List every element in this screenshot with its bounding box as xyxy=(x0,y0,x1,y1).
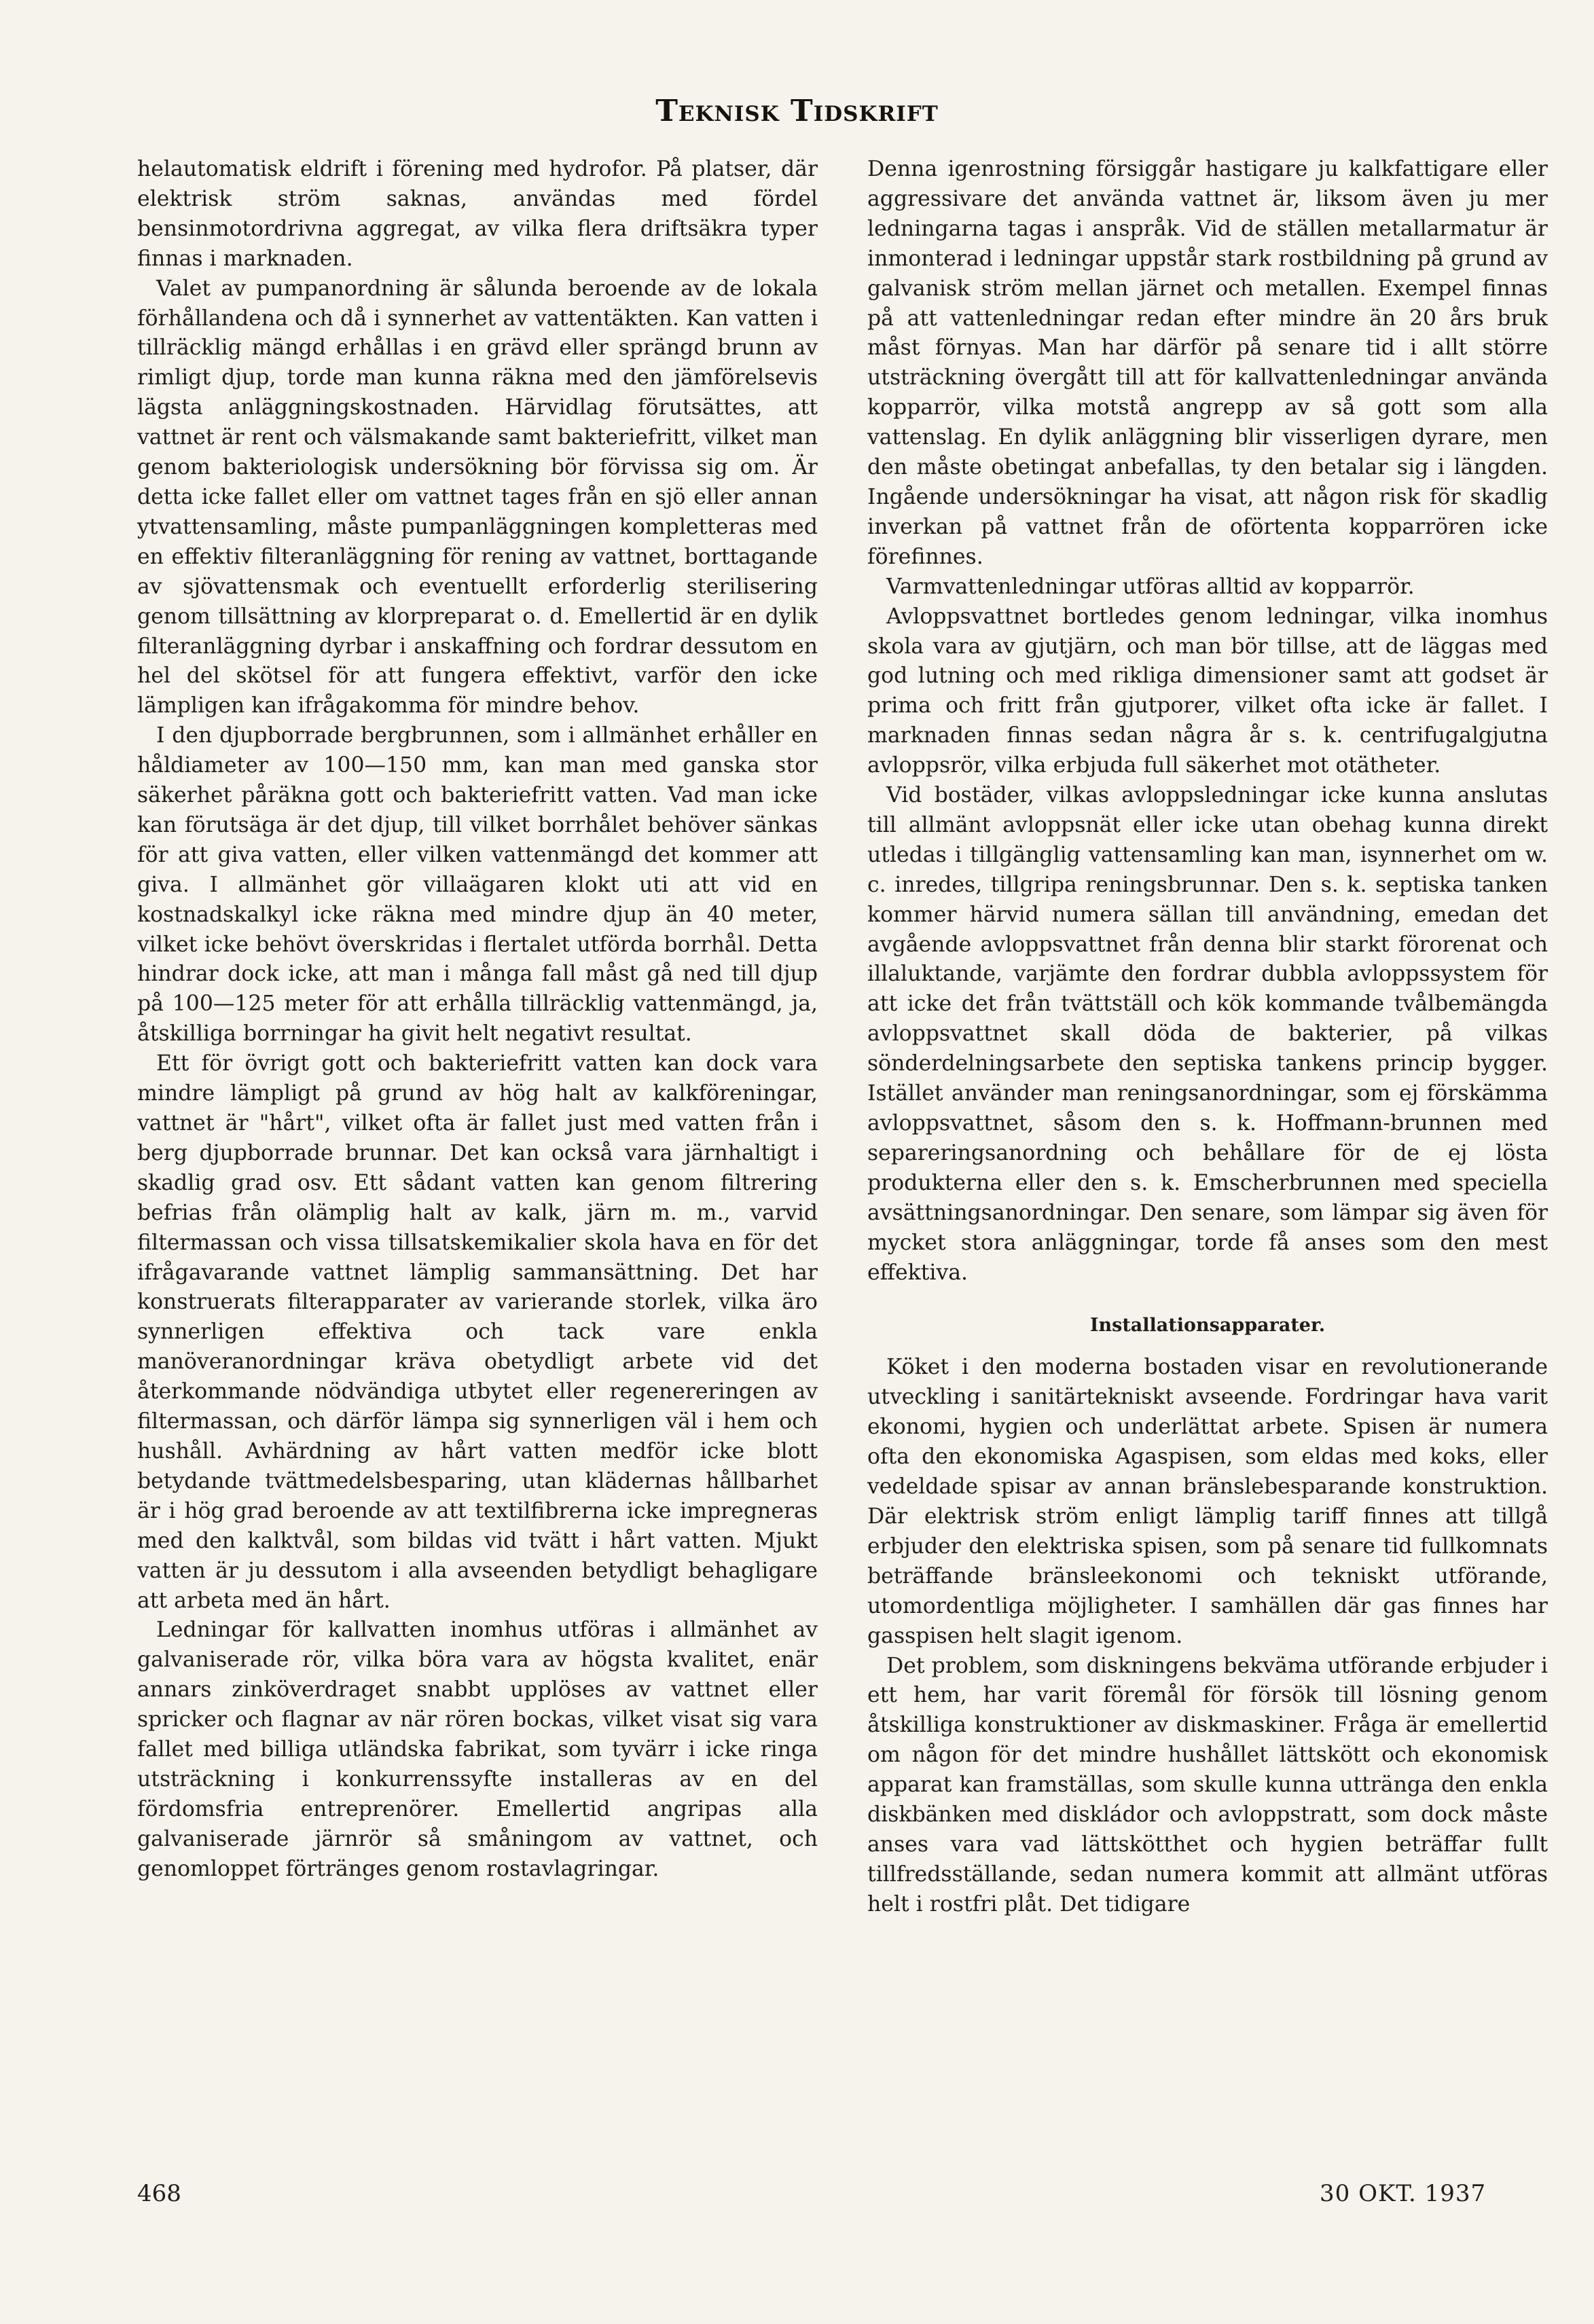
paragraph: Varmvattenledningar utföras alltid av kopparrör. xyxy=(886,574,1415,599)
paragraph: Ledningar för kallvatten inomhus utföras i allmänhet av galvaniserade rör, vilka böra vara av högsta kvalitet, enär annars zinköverdraget snabbt upplöses av vattnet eller spricker och flagnar av när rören bockas, vilket visat sig vara fallet med billiga utländska fabrikat, som tyvärr i icke ringa utsträckning i konkurrenssyfte installeras av en del fördomsfria entreprenörer. Emellertid angripas alla galvaniserade järnrör så småningom av vattnet, och genomloppet förtränges genom rostavlagringar. xyxy=(137,1618,818,1881)
paragraph: Det problem, som diskningens bekväma utförande erbjuder i ett hem, har varit föremål för försök till lösning genom åtskilliga konstruktioner av diskmaskiner. Fråga är emellertid om någon för det mindre hushållet lättskött och ekonomisk apparat kan framställas, som skulle kunna uttränga den enkla diskbänken med diskládor och avloppstratt, som dock måste anses vara vad lättskötthet och hygien beträffar fullt tillfredsställande, sedan numera kommit att allmänt utföras helt i rostfri plåt. Det tidigare xyxy=(867,1653,1548,1917)
paragraph: Valet av pumpanordning är sålunda beroende av de lokala förhållandena och då i synnerhet av vattentäkten. Kan vatten i tillräcklig mängd erhållas i en grävd eller sprängd brunn av rimligt djup, torde man kunna räkna med den jämförelsevis lägsta anläggningskostnaden. Härvidlag förutsättes, att vattnet är rent och välsmakande samt bakteriefritt, vilket man genom bakteriologisk undersökning bör förvissa sig om. Är detta icke fallet eller om vattnet tages från en sjö eller annan ytvattensamling, måste pumpanläggningen kompletteras med en effektiv filteranläggning för rening av vattnet, borttagande av sjövattensmak och eventuellt erforderlig sterilisering genom tillsättning av klorpreparat o. d. Emellertid är en dylik filteranläggning dyrbar i anskaffning och fordrar dessutom en hel del skötsel för att fungera effektivt, varför den icke lämpligen kan ifrågakomma för mindre behov. xyxy=(137,276,818,719)
paragraph: Ett för övrigt gott och bakteriefritt vatten kan dock vara mindre lämpligt på grund av hög halt av kalkföreningar, vattnet är "hårt", vilket ofta är fallet just med vatten från i berg djupborrade brunnar. Det kan också vara järnhaltigt i skadlig grad osv. Ett sådant vatten kan genom filtrering befrias från olämplig halt av kalk, järn m. m., varvid filtermassan och vissa tillsatskemikalier skola hava en för det ifrågavarande vattnet lämplig sammansättning. Det har konstruerats filterapparater av varierande storlek, vilka äro synnerligen effektiva och tack vare enkla manöveranordningar kräva obetydligt arbete vid det återkommande nödvändiga utbytet eller regenereringen av filtermassan, och därför lämpa sig synnerligen väl i hem och hushåll. Avhärdning av hårt vatten medför icke blott betydande tvättmedelsbesparing, utan klädernas hållbarhet är i hög grad beroende av att textilfibrerna icke impregneras med den kalktvål, som bildas vid tvätt i hårt vatten. Mjukt vatten är ju dessutom i alla avseenden betydligt behagligare att arbeta med än hårt. xyxy=(137,1051,818,1613)
left-column xyxy=(137,155,818,1885)
paragraph: Köket i den moderna bostaden visar en revolutionerande utveckling i sanitärtekniskt avseende. Fordringar hava varit ekonomi, hygien och underlättat arbete. Spisen är numera ofta den ekonomiska Agaspisen, som eldas med koks, eller vedeldade spisar av annan bränslebesparande konstruktion. Där elektrisk ström enligt lämplig tariff finnes att tillgå erbjuder den elektriska spisen, som på senare tid fullkomnats beträffande bränsleekonomi och tekniskt utförande, utomordentliga möjligheter. I samhällen där gas finnes har gasspisen helt slagit igenom. xyxy=(867,1355,1548,1648)
right-column xyxy=(867,155,1548,1920)
page-number: 468 xyxy=(137,2180,181,2207)
paragraph: Vid bostäder, vilkas avloppsledningar icke kunna anslutas till allmänt avloppsnät eller icke utan obehag kunna direkt utledas i tillgänglig vattensamling kan man, isynnerhet om w. c. inredes, tillgripa reningsbrunnar. Den s. k. septiska tanken kommer härvid numera sällan till användning, emedan det avgående avloppsvattnet från denna blir starkt förorenat och illaluktande, varjämte den fordrar dubbla avloppssystem för att icke det från tvättställ och kök kommande tvålbemängda avloppsvattnet skall döda de bakterier, på vilkas sönderdelningsarbete den septiska tankens princip bygger. Istället använder man reningsanordningar, som ej förskämma avloppsvattnet, såsom den s. k. Hoffmann-brunnen med separeringsanordning och behållare för de ej lösta produkterna eller den s. k. Emscherbrunnen med speciella avsättningsanordningar. Den senare, som lämpar sig även för mycket stora anläggningar, torde få anses som den mest effektiva. xyxy=(867,783,1548,1285)
paragraph: Avloppsvattnet bortledes genom ledningar, vilka inomhus skola vara av gjutjärn, och man bör tillse, att de läggas med god lutning och med rikliga dimensioner samt att godset är prima och fritt från gjutporer, vilket ofta icke är fallet. I marknaden finnas sedan några år s. k. centrifugalgjutna avloppsrör, vilka erbjuda full säkerhet mot otätheter. xyxy=(867,604,1548,778)
masthead: Teknisk Tidskrift xyxy=(655,94,939,128)
issue-date: 30 OKT. 1937 xyxy=(1320,2180,1487,2207)
paragraph: helautomatisk eldrift i förening med hydrofor. På platser, där elektrisk ström saknas, användas med fördel bensinmotordrivna aggregat, av vilka flera driftsäkra typer finnas i marknaden. xyxy=(137,157,818,271)
paragraph: Denna igenrostning försiggår hastigare ju kalkfattigare eller aggressivare det använda vattnet är, liksom även ju mer ledningarna tagas i anspråk. Vid de ställen metallarmatur är inmonterad i ledningar uppstår stark rostbildning på grund av galvanisk ström mellan järnet och metallen. Exempel finnas på att vattenledningar redan efter mindre än 20 års bruk måst förnyas. Man har därför på senare tid i allt större utsträckning övergått till att för kallvattenledningar använda kopparrör, vilka motstå angrepp av så gott som alla vattenslag. En dylik anläggning blir visserligen dyrare, men den måste obetingat anbefallas, ty den betalar sig i längden. Ingående undersökningar ha visat, att någon risk för skadlig inverkan på vattnet från de oförtenta kopparrören icke förefinnes. xyxy=(867,157,1548,569)
paragraph: I den djupborrade bergbrunnen, som i allmänhet erhåller en håldiameter av 100—150 mm, kan man med ganska stor säkerhet påräkna gott och bakteriefritt vatten. Vad man icke kan förutsäga är det djup, till vilket borrhålet behöver sänkas för att giva vatten, eller vilken vattenmängd det kommer att giva. I allmänhet gör villaägaren klokt uti att vid en kostnadskalkyl icke räkna med mindre djup än 40 meter, vilket icke behövt överskridas i flertalet utförda borrhål. Detta hindrar dock icke, att man i många fall måst gå ned till djup på 100—125 meter för att erhålla tillräcklig vattenmängd, ja, åtskilliga borrningar ha givit helt negativt resultat. xyxy=(137,723,818,1047)
section-heading: Installationsapparater. xyxy=(1089,1315,1326,1337)
